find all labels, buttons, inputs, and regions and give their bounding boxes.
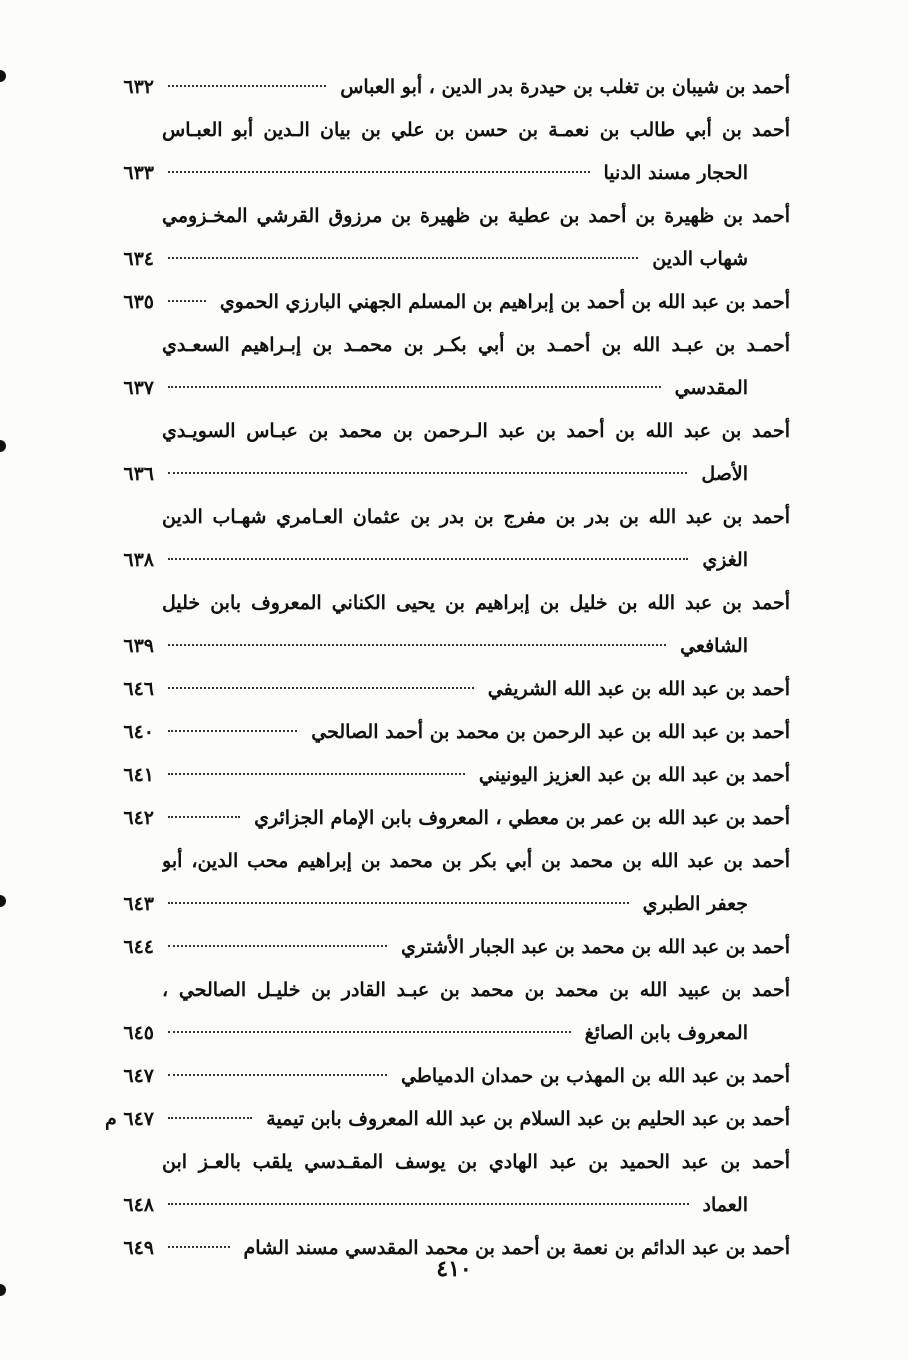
index-entry (70, 754, 790, 797)
entry-page-number: ٦٣٦ (123, 463, 154, 485)
index-entry (70, 969, 790, 1055)
entry-line (70, 496, 790, 539)
index-entry (70, 668, 790, 711)
dot-leader (168, 1073, 387, 1076)
entry-name: أحمد بن عبد الدائم بن نعمة بن أحمد بن محمد المقدسي مسند الشام (243, 1237, 790, 1259)
entry-page-number: ٦٤٨ (123, 1194, 154, 1216)
dot-leader (168, 557, 688, 560)
entry-name: أحمد بن عبد الله بن بدر بن مفرج بن بدر بن عثمان العـامري شهـاب الدين (162, 506, 790, 528)
entry-line (70, 410, 790, 453)
index-entry (70, 496, 790, 582)
page-number: ٤١٠ (436, 1256, 472, 1282)
entry-page-number: ٦٤٦ (123, 678, 154, 700)
entry-line (70, 840, 790, 883)
entry-line (70, 1098, 790, 1141)
entry-line (70, 969, 790, 1012)
entry-name-continuation: المعروف بابن الصائغ (584, 1022, 748, 1044)
entry-page-number: ٦٤٧ (123, 1065, 154, 1087)
index-entry (70, 281, 790, 324)
dot-leader (168, 256, 638, 259)
entry-line (70, 711, 790, 754)
entry-page-number: ٦٣٣ (123, 162, 154, 184)
entry-line (70, 1141, 790, 1184)
margin-mark (0, 70, 6, 82)
entry-line (70, 582, 790, 625)
entry-page-number: ٦٤٤ (123, 936, 154, 958)
dot-leader (168, 1202, 689, 1205)
entry-line (70, 195, 790, 238)
entry-name: أحمـد بن عبـد الله بن أحمـد بن أبي بكـر بن محمـد بن إبـراهيم السعـدي (162, 334, 790, 356)
entry-line (70, 324, 790, 367)
entry-page-number: ٦٤١ (123, 764, 154, 786)
entry-name: أحمد بن عبد الحميد بن عبد الهادي بن يوسف المقـدسي يلقب بالعـز ابن (162, 1151, 790, 1173)
entry-name: أحمد بن عبد الله بن عبد العزيز اليونيني (478, 764, 790, 786)
dot-leader (168, 299, 206, 302)
entry-name: أحمد بن عبد الله بن المهذب بن حمدان الدمياطي (400, 1065, 790, 1087)
dot-leader (168, 84, 326, 87)
entry-page-number: ٦٤٢ (123, 807, 154, 829)
dot-leader (168, 385, 661, 388)
entry-name-continuation: العماد (702, 1194, 748, 1216)
entry-name-continuation: المقدسي (674, 377, 748, 399)
dot-leader (168, 643, 666, 646)
entry-page-number: ٦٣٩ (123, 635, 154, 657)
index-entry (70, 410, 790, 496)
entry-name: أحمد بن عبد الله بن عبد الله الشريفي (487, 678, 790, 700)
dot-leader (168, 686, 474, 689)
entry-name: أحمد بن عبد الله بن عبد الرحمن بن محمد بن أحمد الصالحي (311, 721, 790, 743)
dot-leader (168, 170, 590, 173)
index-entry (70, 66, 790, 109)
entry-name: أحمد بن عبد الله بن أحمد بن عبد الـرحمن بن محمد بن عبـاس السويـدي (162, 420, 790, 442)
margin-mark (0, 895, 6, 907)
entry-page-number: ٦٤٩ (123, 1237, 154, 1259)
dot-leader (168, 729, 297, 732)
entry-line (70, 883, 790, 926)
index-entry (70, 582, 790, 668)
entry-line (70, 668, 790, 711)
entry-page-number: ٦٣٤ (123, 248, 154, 270)
entry-page-number: ٦٤٥ (123, 1022, 154, 1044)
entry-line (70, 625, 790, 668)
index-list (70, 66, 790, 1270)
entry-line (70, 754, 790, 797)
entry-name: أحمد بن عبد الله بن أحمد بن إبراهيم بن المسلم الجهني البارزي الحموي (219, 291, 790, 313)
entry-name: أحمد بن عبد الله بن محمد بن أبي بكر بن محمد بن إبراهيم محب الدين، أبو (162, 850, 790, 872)
entry-line (70, 926, 790, 969)
entry-page-number: ٦٣٧ (123, 377, 154, 399)
entry-name-continuation: الحجار مسند الدنيا (603, 162, 748, 184)
margin-mark (0, 440, 6, 452)
index-entry (70, 195, 790, 281)
entry-line (70, 367, 790, 410)
dot-leader (168, 471, 687, 474)
index-entry (70, 926, 790, 969)
entry-line (70, 281, 790, 324)
entry-name-continuation: الشافعي (680, 635, 748, 657)
entry-name-continuation: شهاب الدين (652, 248, 748, 270)
entry-line (70, 453, 790, 496)
entry-line (70, 66, 790, 109)
entry-name: أحمد بن عبد الحليم بن عبد السلام بن عبد الله المعروف بابن تيمية (266, 1108, 790, 1130)
entry-name-continuation: الغزي (702, 549, 748, 571)
entry-page-number: ٦٤٧ م (104, 1108, 154, 1130)
entry-page-number: ٦٤٠ (123, 721, 154, 743)
index-entry (70, 840, 790, 926)
entry-line (70, 1055, 790, 1098)
dot-leader (168, 944, 387, 947)
entry-line (70, 152, 790, 195)
index-entry (70, 797, 790, 840)
entry-name: أحمد بن عبيد الله بن محمد بن محمد بن عبـد القادر بن خليـل الصالحي ، (162, 979, 790, 1001)
entry-line (70, 1184, 790, 1227)
entry-name: أحمد بن ظهيرة بن أحمد بن عطية بن ظهيرة بن مرزوق القرشي المخـزومي (162, 205, 790, 227)
entry-line (70, 1012, 790, 1055)
index-entry (70, 1141, 790, 1227)
entry-line (70, 238, 790, 281)
entry-name: أحمد بن أبي طالب بن نعمـة بن حسن بن علي بن بيان الـدين أبو العبـاس (162, 119, 790, 141)
entry-page-number: ٦٣٢ (123, 76, 154, 98)
entry-name: أحمد بن شيبان بن تغلب بن حيدرة بدر الدين ، أبو العباس (340, 76, 790, 98)
index-entry (70, 109, 790, 195)
index-entry (70, 324, 790, 410)
entry-name-continuation: الأصل (701, 463, 748, 485)
dot-leader (168, 901, 629, 904)
entry-name-continuation: جعفر الطبري (642, 893, 748, 915)
entry-line (70, 539, 790, 582)
index-entry (70, 1055, 790, 1098)
entry-page-number: ٦٣٨ (123, 549, 154, 571)
dot-leader (168, 772, 465, 775)
dot-leader (168, 815, 240, 818)
dot-leader (168, 1030, 571, 1033)
margin-mark (0, 1284, 6, 1296)
entry-page-number: ٦٣٥ (123, 291, 154, 313)
index-entry (70, 711, 790, 754)
entry-name: أحمد بن عبد الله بن عمر بن معطي ، المعروف بابن الإمام الجزائري (254, 807, 790, 829)
entry-name: أحمد بن عبد الله بن خليل بن إبراهيم بن يحيى الكناني المعروف بابن خليل (162, 592, 790, 614)
entry-page-number: ٦٤٣ (123, 893, 154, 915)
dot-leader (168, 1245, 230, 1248)
dot-leader (168, 1116, 252, 1119)
entry-name: أحمد بن عبد الله بن محمد بن عبد الجبار الأشتري (401, 936, 790, 958)
entry-line (70, 797, 790, 840)
index-entry (70, 1098, 790, 1141)
entry-line (70, 109, 790, 152)
